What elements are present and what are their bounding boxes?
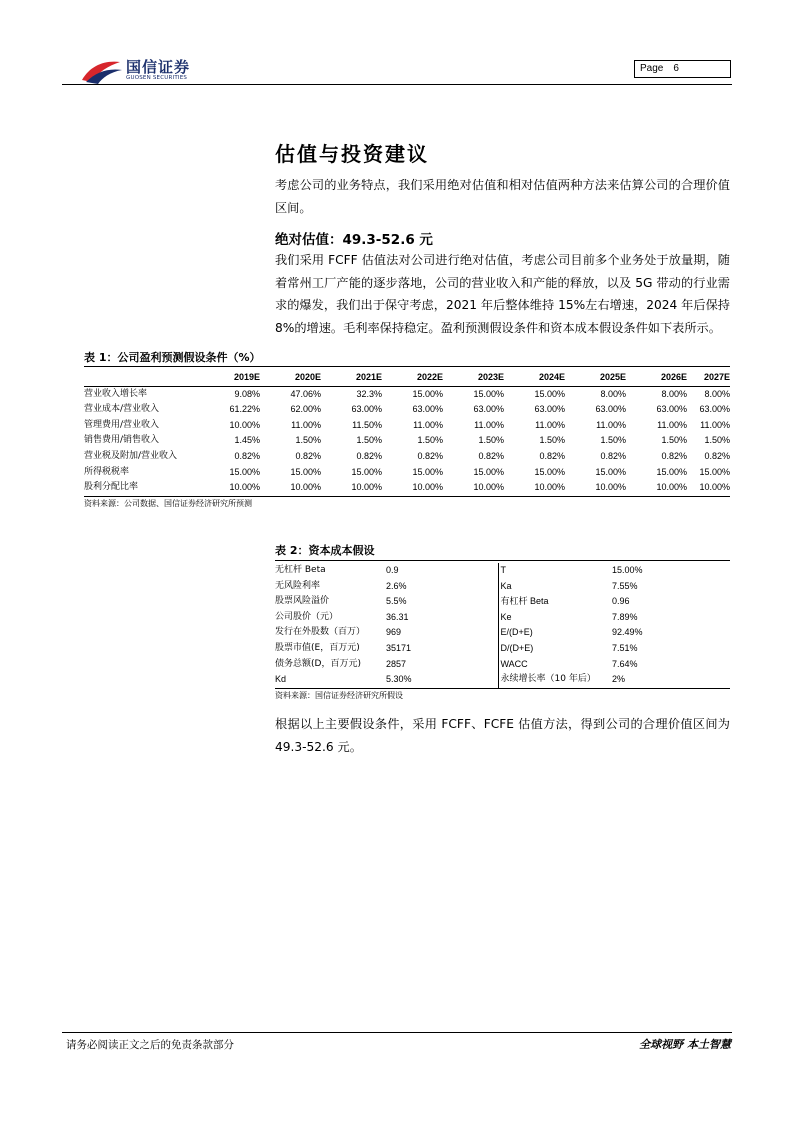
table-cell: 10.00% — [321, 480, 382, 496]
table-cell: 1.50% — [600, 435, 626, 446]
table-row — [275, 579, 730, 595]
table-row — [275, 594, 730, 610]
logo-mark-icon — [80, 54, 124, 86]
table-header-cell: 2026E — [626, 370, 687, 386]
table-cell: 11.00% — [700, 419, 730, 430]
table-cell: 10.00% — [687, 480, 730, 496]
table-header-cell: 2019E — [202, 370, 260, 386]
right-label: 有杠杆 Beta — [500, 596, 549, 607]
row-label: 营业成本/营业收入 — [84, 404, 160, 415]
table-cell: 15.00% — [412, 388, 443, 399]
table-cell: 1.50% — [704, 435, 730, 446]
table-cell: 15.00% — [290, 466, 321, 477]
left-value: 5.30% — [386, 672, 498, 688]
table2-top-rule — [275, 560, 730, 561]
table-cell: 15.00% — [351, 466, 382, 477]
table-cell: 15.00% — [534, 388, 565, 399]
table-cell: 11.50% — [352, 419, 382, 430]
section-title: 估值与投资建议 — [275, 142, 429, 166]
left-value: 35171 — [386, 641, 498, 657]
table-cell: 10.00% — [565, 480, 626, 496]
table-header-row — [84, 370, 730, 386]
table-cell: 63.00% — [351, 404, 382, 415]
table-cell: 10.00% — [382, 480, 443, 496]
table-cell: 1.50% — [417, 435, 443, 446]
table-cell: 15.00% — [229, 466, 260, 477]
table-row — [84, 418, 730, 434]
table-cell: 1.50% — [356, 435, 382, 446]
footer-divider — [62, 1032, 732, 1033]
footer-slogan: 全球视野 本土智慧 — [639, 1038, 731, 1051]
table1-title: 表 1：公司盈利预测假设条件（%） — [84, 351, 261, 364]
table-cell: 10.00% — [443, 480, 504, 496]
cost-of-capital-table — [275, 563, 730, 689]
table-row — [84, 433, 730, 449]
table-cell: 11.00% — [596, 419, 626, 430]
table-cell: 11.00% — [474, 419, 504, 430]
right-value: 0.96 — [612, 596, 630, 607]
right-label: WACC — [500, 658, 528, 669]
abs-valuation-heading: 绝对估值：49.3-52.6 元 — [275, 232, 433, 248]
table-header-cell: 2021E — [321, 370, 382, 386]
table-cell: 0.82% — [478, 450, 504, 461]
table-cell: 8.00% — [704, 388, 730, 399]
table-cell: 63.00% — [699, 404, 730, 415]
table-header-cell: 2027E — [687, 370, 730, 386]
table2-body — [275, 563, 730, 688]
left-label: 无风险利率 — [275, 580, 321, 591]
right-label: E/(D+E) — [500, 627, 533, 638]
left-value: 2.6% — [386, 579, 498, 595]
right-label: T — [500, 565, 506, 575]
table-cell: 0.82% — [600, 450, 626, 461]
table-cell: 11.00% — [413, 419, 443, 430]
table-header-cell: 2022E — [382, 370, 443, 386]
right-value: 2% — [612, 672, 730, 688]
table-cell: 61.22% — [229, 404, 260, 415]
left-label: 股票风险溢价 — [275, 596, 330, 607]
table1-body — [84, 386, 730, 496]
row-label: 所得税税率 — [84, 466, 130, 477]
table-cell: 63.00% — [656, 404, 687, 415]
table-row — [275, 625, 730, 641]
page-label: Page — [640, 63, 664, 74]
table-cell: 1.50% — [478, 435, 504, 446]
table-header-cell: 2023E — [443, 370, 504, 386]
table-row — [275, 657, 730, 673]
table-row — [84, 386, 730, 402]
page-number: 6 — [673, 63, 679, 74]
table-cell: 1.50% — [661, 435, 687, 446]
table-cell: 0.82% — [417, 450, 443, 461]
table-cell: 8.00% — [661, 388, 687, 399]
table-cell: 10.00% — [260, 480, 321, 496]
table-cell: 0.82% — [295, 450, 321, 461]
logo-text-cn: 国信证券 — [126, 58, 191, 76]
right-label: D/(D+E) — [500, 642, 534, 653]
table-row — [84, 480, 730, 496]
table-cell: 32.3% — [356, 388, 382, 399]
left-label: 股票市值(E，百万元) — [275, 642, 360, 653]
table2-source: 资料来源：国信证券经济研究所假设 — [275, 691, 403, 700]
table-cell: 0.82% — [661, 450, 687, 461]
table-cell: 15.00% — [412, 466, 443, 477]
table-row — [275, 641, 730, 657]
table-cell: 15.00% — [473, 466, 504, 477]
table-row — [275, 672, 730, 688]
row-label: 营业税及附加/营业收入 — [84, 450, 178, 461]
table-cell: 15.00% — [534, 466, 565, 477]
table-header-cell: 2024E — [504, 370, 565, 386]
right-value: 92.49% — [612, 627, 643, 638]
table-cell: 0.82% — [356, 450, 382, 461]
left-label: 发行在外股数（百万） — [275, 627, 366, 638]
page-indicator — [634, 60, 731, 78]
table2-title: 表 2：资本成本假设 — [275, 544, 375, 557]
table-cell: 15.00% — [699, 466, 730, 477]
table-cell: 10.00% — [202, 480, 260, 496]
table-header-cell: 2020E — [260, 370, 321, 386]
left-value: 2857 — [386, 657, 498, 673]
table-cell: 1.50% — [295, 435, 321, 446]
table-cell: 0.82% — [704, 450, 730, 461]
table-cell: 11.00% — [657, 419, 687, 430]
left-value: 969 — [386, 625, 498, 641]
table-cell: 1.45% — [234, 435, 260, 446]
right-label: Ka — [500, 580, 512, 591]
left-value: 36.31 — [386, 610, 498, 626]
intro-paragraph: 考虑公司的业务特点，我们采用绝对估值和相对估值两种方法来估算公司的合理价值区间。 — [275, 178, 730, 215]
row-label: 股利分配比率 — [84, 480, 202, 496]
table-cell: 10.00% — [229, 419, 260, 430]
profit-assumption-table — [84, 370, 730, 497]
left-value: 0.9 — [386, 563, 498, 579]
right-value: 7.51% — [612, 642, 638, 653]
table-row — [84, 402, 730, 418]
left-label: Kd — [275, 672, 386, 688]
table-header-cell: 2025E — [565, 370, 626, 386]
left-value: 5.5% — [386, 594, 498, 610]
table-cell: 8.00% — [600, 388, 626, 399]
table-cell: 47.06% — [290, 388, 321, 399]
left-label: 公司股价（元） — [275, 611, 339, 622]
table-cell: 63.00% — [412, 404, 443, 415]
table-cell: 0.82% — [539, 450, 565, 461]
table-row — [275, 610, 730, 626]
table-cell: 15.00% — [656, 466, 687, 477]
table-cell: 63.00% — [534, 404, 565, 415]
right-value: 7.89% — [612, 611, 638, 622]
table-row — [84, 449, 730, 465]
header-divider — [62, 84, 732, 85]
right-value: 7.64% — [612, 658, 638, 669]
row-label: 管理费用/营业收入 — [84, 419, 160, 430]
table-row — [275, 563, 730, 579]
table-cell: 1.50% — [539, 435, 565, 446]
right-label: Ke — [500, 611, 512, 622]
right-value: 7.55% — [612, 580, 638, 591]
table-cell: 10.00% — [626, 480, 687, 496]
table-row — [84, 465, 730, 481]
company-logo — [80, 54, 200, 86]
conclusion-paragraph: 根据以上主要假设条件，采用 FCFF、FCFE 估值方法，得到公司的合理价值区间为 49.3-52.6 元。 — [275, 717, 730, 754]
table-cell: 63.00% — [473, 404, 504, 415]
table-cell: 63.00% — [595, 404, 626, 415]
left-label: 债务总额(D，百万元) — [275, 658, 361, 669]
table1-source: 资料来源：公司数据、国信证券经济研究所预测 — [84, 499, 252, 508]
table-cell: 11.00% — [535, 419, 565, 430]
row-label: 营业收入增长率 — [84, 388, 148, 399]
table-cell: 62.00% — [290, 404, 321, 415]
row-label: 销售费用/销售收入 — [84, 435, 160, 446]
logo-text-en: GUOSEN SECURITIES — [126, 75, 188, 81]
table-cell: 9.08% — [234, 388, 260, 399]
table1-top-rule — [84, 366, 730, 367]
table-cell: 15.00% — [595, 466, 626, 477]
table-cell: 0.82% — [234, 450, 260, 461]
table-cell: 11.00% — [291, 419, 321, 430]
abs-valuation-paragraph: 我们采用 FCFF 估值法对公司进行绝对估值，考虑公司目前多个业务处于放量期，随着常州工厂产能的逐步落地，公司的营业收入和产能的释放，以及 5G 带动的行业需求的爆发，我们出于保守考虑，2021 年后整体维持 15%左右增速，2024 年后保持 8%的增速。毛利率保持稳定。盈利预测假设条件和资本成本假设条件如下表所示。 — [275, 253, 730, 335]
table-cell: 15.00% — [473, 388, 504, 399]
table-header-cell — [84, 370, 202, 386]
footer-disclaimer: 请务必阅读正文之后的免责条款部分 — [66, 1039, 234, 1051]
right-value: 15.00% — [612, 565, 643, 575]
right-label: 永续增长率（10 年后） — [498, 672, 612, 688]
left-label: 无杠杆 Beta — [275, 565, 326, 575]
table-cell: 10.00% — [504, 480, 565, 496]
